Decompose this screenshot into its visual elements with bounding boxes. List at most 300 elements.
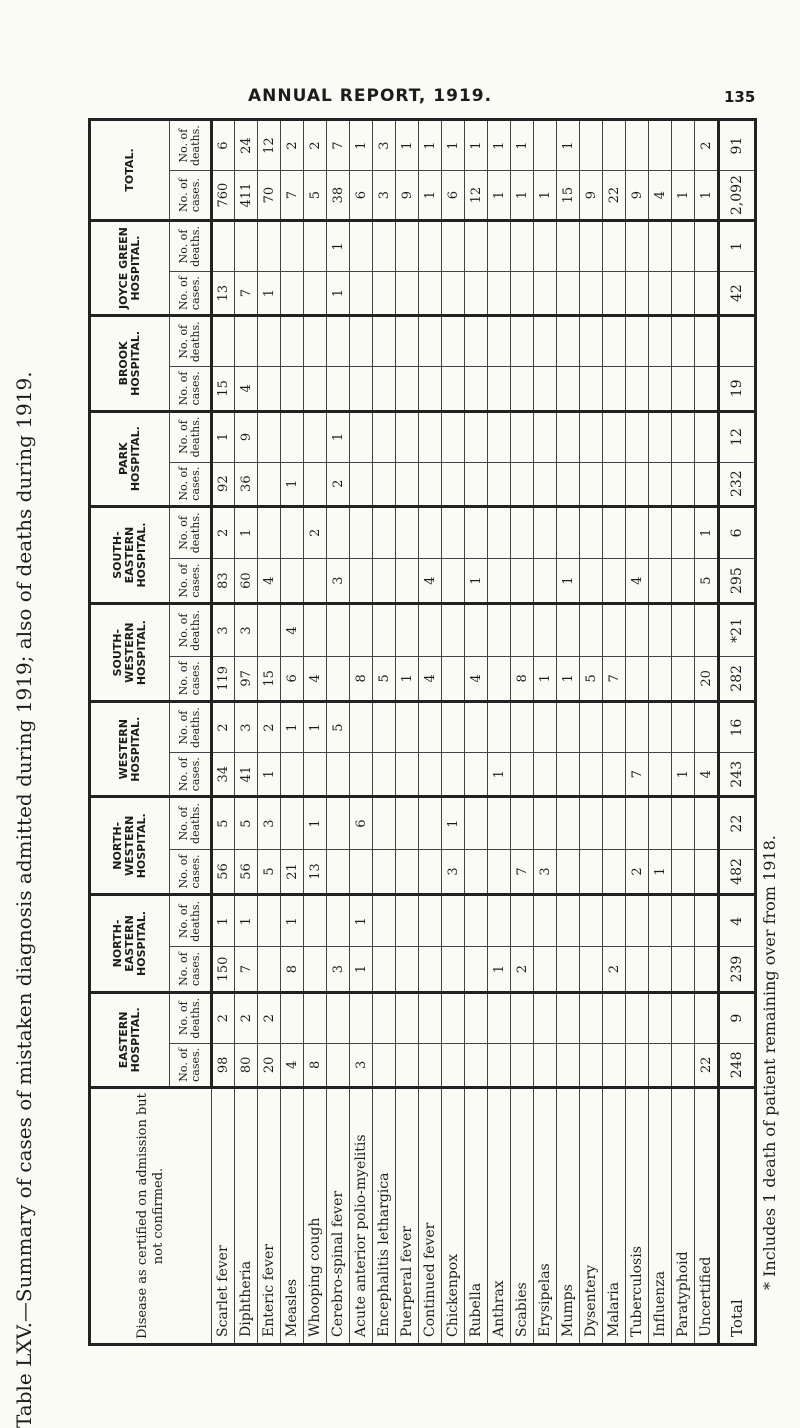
disease-name: Diphtheria (235, 1088, 258, 1345)
deaths-cell (580, 316, 603, 367)
deaths-cell (557, 992, 580, 1043)
cases-cell: 248 (719, 1043, 756, 1087)
deaths-cell (327, 797, 350, 849)
deaths-cell (603, 120, 626, 171)
deaths-cell: 2 (304, 120, 327, 171)
deaths-cell (603, 797, 626, 849)
cases-cell: 5 (373, 656, 396, 701)
cases-cell (281, 271, 304, 315)
deaths-cell: 12 (719, 411, 756, 462)
deaths-cell (465, 506, 488, 558)
deaths-cell (442, 411, 465, 462)
cases-cell: 20 (695, 656, 719, 701)
cases-cell: 7 (235, 947, 258, 992)
cases-cell (488, 656, 511, 701)
hospital-header: NORTH-WESTERN HOSPITAL. (90, 797, 170, 895)
deaths-cell: 1 (442, 120, 465, 171)
cases-cell (304, 367, 327, 411)
cases-cell: 1 (511, 171, 534, 221)
cases-cell: 239 (719, 947, 756, 992)
deaths-cell (488, 411, 511, 462)
deaths-cell (626, 316, 649, 367)
cases-cell (488, 367, 511, 411)
deaths-cell: 2 (212, 702, 235, 753)
cases-cell (557, 947, 580, 992)
deaths-cell (258, 316, 281, 367)
deaths-cell (672, 992, 695, 1043)
table-caption: Table LXV.—Summary of cases of mistaken diagnosis admitted during 1919; also of deaths during 1919. (12, 371, 36, 1428)
deaths-cell (511, 506, 534, 558)
cases-cell (327, 849, 350, 895)
table-row (580, 120, 603, 1345)
cases-cell: 1 (557, 656, 580, 701)
table-row (488, 120, 511, 1345)
deaths-cell (626, 120, 649, 171)
deaths-cell (672, 220, 695, 271)
cases-cell (580, 1043, 603, 1087)
cases-cell (304, 558, 327, 603)
cases-cell: 15 (258, 656, 281, 701)
deaths-cell (580, 604, 603, 656)
cases-cell (304, 462, 327, 506)
cases-cell: 2 (626, 849, 649, 895)
cases-cell: 3 (373, 171, 396, 221)
cases-cell (419, 753, 442, 797)
cases-cell (695, 367, 719, 411)
disease-name: Whooping cough (304, 1088, 327, 1345)
cases-cell (672, 1043, 695, 1087)
cases-cell (511, 462, 534, 506)
disease-name: Malaria (603, 1088, 626, 1345)
cases-cell: 12 (465, 171, 488, 221)
cases-cell (603, 271, 626, 315)
deaths-cell (442, 604, 465, 656)
cases-cell (258, 947, 281, 992)
deaths-cell (373, 895, 396, 947)
disease-name: Erysipelas (534, 1088, 557, 1345)
deaths-cell (258, 411, 281, 462)
deaths-column-header: No. of deaths. (170, 316, 212, 367)
cases-cell: 4 (695, 753, 719, 797)
cases-cell (465, 367, 488, 411)
deaths-column-header: No. of deaths. (170, 506, 212, 558)
cases-cell (695, 947, 719, 992)
deaths-cell (649, 411, 672, 462)
cases-cell (557, 849, 580, 895)
cases-cell: 7 (626, 753, 649, 797)
deaths-cell (534, 895, 557, 947)
deaths-cell: 1 (235, 506, 258, 558)
cases-cell (672, 558, 695, 603)
deaths-cell (258, 506, 281, 558)
cases-cell (672, 367, 695, 411)
cases-cell (580, 462, 603, 506)
deaths-cell (488, 702, 511, 753)
table-row (327, 120, 350, 1345)
deaths-cell (488, 506, 511, 558)
cases-cell (373, 558, 396, 603)
deaths-cell (373, 702, 396, 753)
deaths-cell (534, 702, 557, 753)
deaths-column-header: No. of deaths. (170, 604, 212, 656)
deaths-cell (465, 220, 488, 271)
cases-cell: 5 (304, 171, 327, 221)
cases-cell: 70 (258, 171, 281, 221)
table-row (212, 120, 235, 1345)
deaths-cell (580, 702, 603, 753)
cases-cell: 1 (396, 656, 419, 701)
report-title: ANNUAL REPORT, 1919. (248, 86, 493, 106)
disease-name: Mumps (557, 1088, 580, 1345)
deaths-cell (580, 411, 603, 462)
deaths-cell: 1 (281, 702, 304, 753)
cases-cell (281, 558, 304, 603)
deaths-cell (350, 992, 373, 1043)
deaths-cell: 4 (281, 604, 304, 656)
deaths-cell (603, 316, 626, 367)
deaths-cell (557, 895, 580, 947)
cases-cell: 232 (719, 462, 756, 506)
deaths-cell (649, 797, 672, 849)
deaths-cell: 1 (212, 411, 235, 462)
cases-cell (534, 462, 557, 506)
cases-cell (649, 1043, 672, 1087)
cases-cell (442, 367, 465, 411)
cases-cell (373, 753, 396, 797)
cases-cell: 150 (212, 947, 235, 992)
cases-cell: 38 (327, 171, 350, 221)
cases-cell: 8 (350, 656, 373, 701)
cases-cell (511, 271, 534, 315)
table-row (649, 120, 672, 1345)
deaths-cell: 1 (327, 220, 350, 271)
table-row (373, 120, 396, 1345)
deaths-cell (649, 992, 672, 1043)
deaths-cell (649, 120, 672, 171)
cases-cell (511, 367, 534, 411)
cases-cell (672, 271, 695, 315)
disease-name: Scarlet fever (212, 1088, 235, 1345)
cases-cell (465, 947, 488, 992)
deaths-cell (258, 220, 281, 271)
deaths-cell (511, 316, 534, 367)
cases-cell: 1 (672, 753, 695, 797)
deaths-cell: 6 (719, 506, 756, 558)
cases-cell: 1 (258, 271, 281, 315)
deaths-cell: 1 (465, 120, 488, 171)
deaths-column-header: No. of deaths. (170, 797, 212, 849)
cases-cell (396, 1043, 419, 1087)
deaths-cell (419, 220, 442, 271)
deaths-cell (649, 316, 672, 367)
page-header (0, 0, 800, 106)
deaths-cell (626, 992, 649, 1043)
corner-label: Disease as certified on admission but not confirmed. (90, 1088, 212, 1345)
disease-name: Influenza (649, 1088, 672, 1345)
deaths-column-header: No. of deaths. (170, 220, 212, 271)
cases-cell: 1 (350, 947, 373, 992)
cases-cell (442, 271, 465, 315)
cases-cell: 5 (580, 656, 603, 701)
table-row (603, 120, 626, 1345)
cases-cell: 3 (327, 558, 350, 603)
disease-name: Enteric fever (258, 1088, 281, 1345)
cases-cell: 3 (350, 1043, 373, 1087)
cases-cell: 3 (442, 849, 465, 895)
cases-cell (373, 1043, 396, 1087)
disease-name: Encephalitis lethargica (373, 1088, 396, 1345)
cases-cell (373, 271, 396, 315)
cases-cell: 4 (626, 558, 649, 603)
cases-cell (442, 558, 465, 603)
cases-cell (442, 462, 465, 506)
deaths-cell (695, 992, 719, 1043)
cases-cell (396, 947, 419, 992)
deaths-column-header: No. of deaths. (170, 992, 212, 1043)
cases-cell: 4 (281, 1043, 304, 1087)
deaths-cell (373, 604, 396, 656)
cases-cell: 4 (235, 367, 258, 411)
cases-cell (396, 849, 419, 895)
cases-cell (396, 753, 419, 797)
cases-column-header: No. of cases. (170, 1043, 212, 1087)
cases-cell (327, 753, 350, 797)
deaths-cell: 5 (212, 797, 235, 849)
deaths-cell (396, 604, 419, 656)
hospital-header-row (90, 120, 170, 1345)
deaths-cell (695, 411, 719, 462)
hospital-header: EASTERN HOSPITAL. (90, 992, 170, 1087)
disease-name: Scabies (511, 1088, 534, 1345)
deaths-cell (281, 411, 304, 462)
deaths-cell: 1 (557, 120, 580, 171)
deaths-cell: 1 (304, 702, 327, 753)
cases-cell (557, 462, 580, 506)
deaths-cell (580, 506, 603, 558)
deaths-cell (235, 316, 258, 367)
cases-cell (442, 1043, 465, 1087)
cases-cell: 21 (281, 849, 304, 895)
cases-cell: 42 (719, 271, 756, 315)
cases-cell (258, 462, 281, 506)
cases-cell: 13 (212, 271, 235, 315)
deaths-cell (672, 797, 695, 849)
cases-cell: 1 (649, 849, 672, 895)
deaths-cell (672, 702, 695, 753)
cases-cell: 34 (212, 753, 235, 797)
cases-cell: 60 (235, 558, 258, 603)
deaths-cell (649, 506, 672, 558)
cases-cell: 1 (258, 753, 281, 797)
disease-name: Cerebro-spinal fever (327, 1088, 350, 1345)
deaths-cell (488, 992, 511, 1043)
cases-cell: 7 (511, 849, 534, 895)
deaths-cell (672, 120, 695, 171)
disease-name: Anthrax (488, 1088, 511, 1345)
cases-cell (649, 271, 672, 315)
deaths-cell (442, 702, 465, 753)
cases-cell: 83 (212, 558, 235, 603)
cases-cell (281, 753, 304, 797)
disease-name: Rubella (465, 1088, 488, 1345)
cases-cell (557, 367, 580, 411)
deaths-cell (465, 604, 488, 656)
cases-cell (488, 462, 511, 506)
cases-cell: 1 (488, 753, 511, 797)
hospital-header: SOUTH-WESTERN HOSPITAL. (90, 604, 170, 702)
cases-cell: 243 (719, 753, 756, 797)
cases-column-header: No. of cases. (170, 753, 212, 797)
deaths-cell: 6 (350, 797, 373, 849)
deaths-cell: 6 (212, 120, 235, 171)
deaths-cell: 1 (350, 120, 373, 171)
cases-cell: 56 (235, 849, 258, 895)
deaths-cell: 5 (327, 702, 350, 753)
deaths-cell: 91 (719, 120, 756, 171)
hospital-header: PARK HOSPITAL. (90, 411, 170, 506)
cases-cell: 1 (557, 558, 580, 603)
deaths-cell (557, 220, 580, 271)
cases-cell (419, 462, 442, 506)
deaths-cell (350, 604, 373, 656)
deaths-cell (557, 506, 580, 558)
cases-cell (465, 753, 488, 797)
deaths-cell (672, 506, 695, 558)
cases-column-header: No. of cases. (170, 171, 212, 221)
deaths-cell (534, 120, 557, 171)
cases-cell: 2 (511, 947, 534, 992)
deaths-cell (396, 411, 419, 462)
deaths-cell (649, 220, 672, 271)
deaths-cell (373, 506, 396, 558)
cases-cell (603, 753, 626, 797)
cases-cell (419, 849, 442, 895)
cases-cell (327, 1043, 350, 1087)
deaths-cell (327, 506, 350, 558)
deaths-cell (534, 604, 557, 656)
hospital-header: JOYCE GREEN HOSPITAL. (90, 220, 170, 315)
cases-cell (396, 271, 419, 315)
deaths-cell (626, 797, 649, 849)
deaths-cell (511, 411, 534, 462)
cases-cell (488, 558, 511, 603)
deaths-cell (235, 220, 258, 271)
cases-cell (419, 367, 442, 411)
table-row (534, 120, 557, 1345)
deaths-cell (281, 506, 304, 558)
cases-cell (511, 1043, 534, 1087)
deaths-cell (304, 895, 327, 947)
deaths-cell (580, 120, 603, 171)
cases-cell (465, 1043, 488, 1087)
deaths-cell (534, 797, 557, 849)
deaths-cell (465, 316, 488, 367)
cases-column-header: No. of cases. (170, 656, 212, 701)
cases-cell (649, 462, 672, 506)
cases-cell: 9 (396, 171, 419, 221)
deaths-cell (396, 797, 419, 849)
deaths-cell: 1 (304, 797, 327, 849)
deaths-cell (442, 895, 465, 947)
cases-cell: 1 (534, 171, 557, 221)
deaths-cell (419, 797, 442, 849)
cases-cell (465, 462, 488, 506)
deaths-cell (557, 316, 580, 367)
deaths-cell (419, 506, 442, 558)
table-row (419, 120, 442, 1345)
cases-cell: 482 (719, 849, 756, 895)
deaths-cell: 3 (235, 702, 258, 753)
cases-cell: 8 (281, 947, 304, 992)
deaths-cell (672, 604, 695, 656)
cases-cell (281, 367, 304, 411)
cases-cell (373, 947, 396, 992)
deaths-cell (350, 702, 373, 753)
cases-cell: 9 (626, 171, 649, 221)
deaths-cell (534, 220, 557, 271)
deaths-cell (442, 220, 465, 271)
deaths-cell (695, 220, 719, 271)
cases-cell (396, 367, 419, 411)
cases-cell (626, 367, 649, 411)
deaths-cell (304, 992, 327, 1043)
deaths-cell (327, 604, 350, 656)
deaths-column-header: No. of deaths. (170, 702, 212, 753)
cases-cell: 4 (649, 171, 672, 221)
total-row (719, 120, 756, 1345)
deaths-cell: 2 (281, 120, 304, 171)
deaths-cell (465, 895, 488, 947)
deaths-cell (396, 702, 419, 753)
deaths-cell (465, 797, 488, 849)
cases-cell: 8 (304, 1043, 327, 1087)
cases-cell: 19 (719, 367, 756, 411)
cases-cell: 7 (281, 171, 304, 221)
deaths-cell: 2 (258, 702, 281, 753)
cases-cell (695, 271, 719, 315)
cases-cell: 9 (580, 171, 603, 221)
cases-cell (626, 1043, 649, 1087)
cases-cell: 15 (212, 367, 235, 411)
deaths-cell (695, 316, 719, 367)
cases-cell: 1 (419, 171, 442, 221)
cases-column-header: No. of cases. (170, 947, 212, 992)
cases-cell (649, 753, 672, 797)
cases-cell: 6 (281, 656, 304, 701)
footnote: * Includes 1 death of patient remaining over from 1918. (760, 835, 779, 1290)
disease-name: Dysentery (580, 1088, 603, 1345)
deaths-cell: 9 (719, 992, 756, 1043)
cases-cell (580, 947, 603, 992)
deaths-cell: 24 (235, 120, 258, 171)
deaths-cell (603, 506, 626, 558)
deaths-cell: 3 (373, 120, 396, 171)
cases-cell: 1 (488, 171, 511, 221)
deaths-cell (350, 316, 373, 367)
deaths-cell: 1 (488, 120, 511, 171)
cases-cell (350, 849, 373, 895)
deaths-cell (511, 797, 534, 849)
cases-cell: 1 (488, 947, 511, 992)
cases-cell (649, 367, 672, 411)
deaths-cell (695, 702, 719, 753)
deaths-cell: 2 (212, 992, 235, 1043)
cases-cell (534, 271, 557, 315)
deaths-cell (442, 506, 465, 558)
deaths-cell (603, 702, 626, 753)
cases-cell (350, 271, 373, 315)
deaths-cell: 1 (511, 120, 534, 171)
